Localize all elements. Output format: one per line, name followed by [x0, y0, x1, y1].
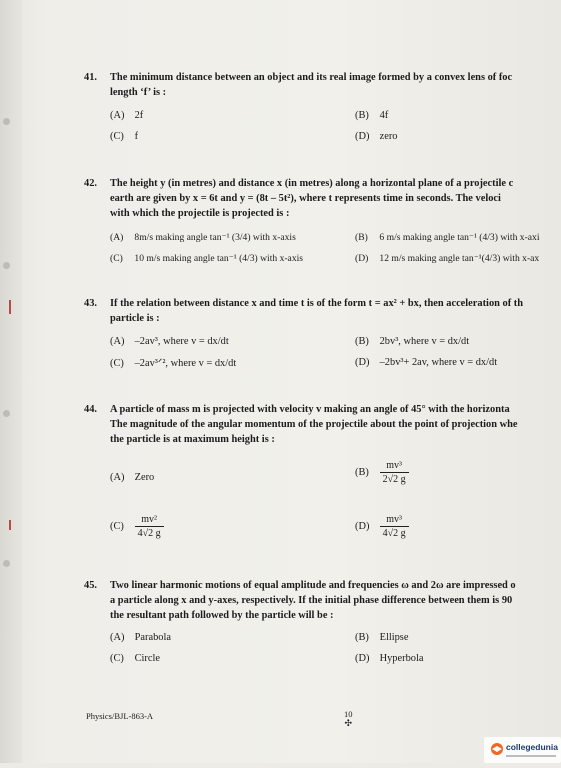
option-text: zero: [379, 131, 398, 142]
numerator: mv³: [386, 460, 402, 471]
option-label: (B): [355, 336, 369, 347]
option-a[interactable]: [110, 632, 171, 643]
option-label: (D): [355, 520, 370, 532]
option-text: Zero: [134, 472, 155, 483]
option-a[interactable]: [110, 232, 296, 243]
denominator: 2√2 g: [380, 472, 409, 485]
option-text: 6 m/s making angle tan⁻¹ (4/3) with x-axi: [379, 232, 540, 243]
option-label: (D): [355, 131, 370, 142]
fraction: [380, 514, 409, 539]
question-number: 43.: [84, 298, 97, 309]
option-b[interactable]: [355, 336, 469, 347]
option-a[interactable]: [110, 336, 229, 347]
numerator: mv³: [386, 514, 402, 525]
paper-code: Physics/BJL-863-A: [86, 711, 154, 721]
brand-watermark: [484, 737, 561, 763]
option-label: (B): [355, 110, 369, 121]
option-label: (A): [110, 632, 125, 643]
option-text: –2av³, where v = dx/dt: [134, 336, 229, 347]
option-label: (D): [355, 357, 370, 368]
option-label: (A): [110, 110, 125, 121]
option-text: 4f: [379, 110, 389, 121]
option-d[interactable]: [355, 253, 539, 264]
option-c[interactable]: [110, 357, 236, 369]
option-b[interactable]: [355, 460, 409, 485]
question-number: 44.: [84, 404, 97, 415]
cross-mark-icon: ✣: [344, 718, 353, 728]
denominator: 4√2 g: [135, 526, 164, 539]
option-text: 2f: [134, 110, 144, 121]
numerator: mv²: [141, 514, 157, 525]
question-number: 45.: [84, 580, 97, 591]
question-stem-line: with which the projectile is projected is :: [110, 208, 290, 219]
option-d[interactable]: [355, 653, 423, 664]
option-c[interactable]: [110, 131, 138, 142]
question-number: 42.: [84, 178, 97, 189]
option-label: (C): [110, 253, 123, 264]
margin-mark: [9, 300, 11, 314]
option-text: Ellipse: [379, 632, 409, 643]
option-text: –2bv³+ 2av, where v = dx/dt: [379, 357, 498, 368]
option-d[interactable]: [355, 131, 398, 142]
fraction: [380, 460, 409, 485]
option-c[interactable]: [110, 653, 160, 664]
punch-hole: [3, 560, 10, 567]
option-text: f: [134, 131, 139, 142]
margin-mark: [9, 520, 11, 530]
question-stem-line: The height y (in metres) and distance x (in metres) along a horizontal plane of a projectile c: [110, 178, 514, 189]
question-number: 41.: [84, 72, 97, 83]
option-label: (C): [110, 131, 124, 142]
page-number-text: 10: [344, 709, 353, 719]
option-a[interactable]: [110, 110, 143, 121]
question-stem-line: earth are given by x = 6t and y = (8t – 5t²), where t represents time in seconds. The veloci: [110, 193, 501, 204]
punch-hole: [3, 262, 10, 269]
option-text: Parabola: [134, 632, 171, 643]
option-text: 2bv³, where v = dx/dt: [379, 336, 470, 347]
option-text: 12 m/s making angle tan⁻¹(4/3) with x-ax: [379, 253, 540, 264]
question-stem-line: particle is :: [110, 313, 160, 324]
question-stem-line: The minimum distance between an object and its real image formed by a convex lens of foc: [110, 72, 513, 83]
brand-name: collegedunia: [506, 742, 558, 752]
option-label: (C): [110, 520, 124, 532]
option-text: Circle: [134, 653, 160, 664]
option-label: (C): [110, 653, 124, 664]
option-text: 8m/s making angle tan⁻¹ (3/4) with x-axis: [134, 232, 296, 243]
page-number: [344, 709, 353, 728]
option-label: (A): [110, 232, 124, 243]
fraction: [135, 514, 164, 539]
option-label: (A): [110, 336, 125, 347]
option-c[interactable]: [110, 514, 164, 539]
option-label: (B): [355, 232, 368, 243]
option-text: 10 m/s making angle tan⁻¹ (4/3) with x-axis: [134, 253, 304, 264]
question-stem-line: the particle is at maximum height is :: [110, 434, 275, 445]
question-stem-line: If the relation between distance x and time t is of the form t = ax² + bx, then acceleration of th: [110, 298, 524, 309]
denominator: 4√2 g: [380, 526, 409, 539]
option-b[interactable]: [355, 232, 539, 243]
option-a[interactable]: [110, 472, 154, 483]
option-label: (A): [110, 472, 125, 483]
option-d[interactable]: [355, 514, 409, 539]
option-label: (D): [355, 253, 369, 264]
option-text: Hyperbola: [379, 653, 424, 664]
option-label: (B): [355, 466, 369, 478]
option-label: (B): [355, 632, 369, 643]
question-stem-line: the resultant path followed by the particle will be :: [110, 610, 334, 621]
question-stem-line: Two linear harmonic motions of equal amplitude and frequencies ω and 2ω are impressed o: [110, 580, 516, 591]
question-stem-line: length ‘f’ is :: [110, 87, 167, 98]
option-text: –2av³ᐟ², where v = dx/dt: [134, 358, 237, 369]
option-label: (D): [355, 653, 370, 664]
punch-hole: [3, 410, 10, 417]
question-stem-line: A particle of mass m is projected with velocity v making an angle of 45° with the horizonta: [110, 404, 510, 415]
option-b[interactable]: [355, 632, 408, 643]
question-stem-line: a particle along x and y-axes, respectively. If the initial phase difference between them is 90: [110, 595, 513, 606]
punch-hole: [3, 118, 10, 125]
option-label: (C): [110, 358, 124, 369]
option-c[interactable]: [110, 253, 303, 264]
option-b[interactable]: [355, 110, 388, 121]
binding-edge: [0, 0, 22, 763]
question-stem-line: The magnitude of the angular momentum of the projectile about the point of projection whe: [110, 419, 518, 430]
option-d[interactable]: [355, 357, 497, 368]
